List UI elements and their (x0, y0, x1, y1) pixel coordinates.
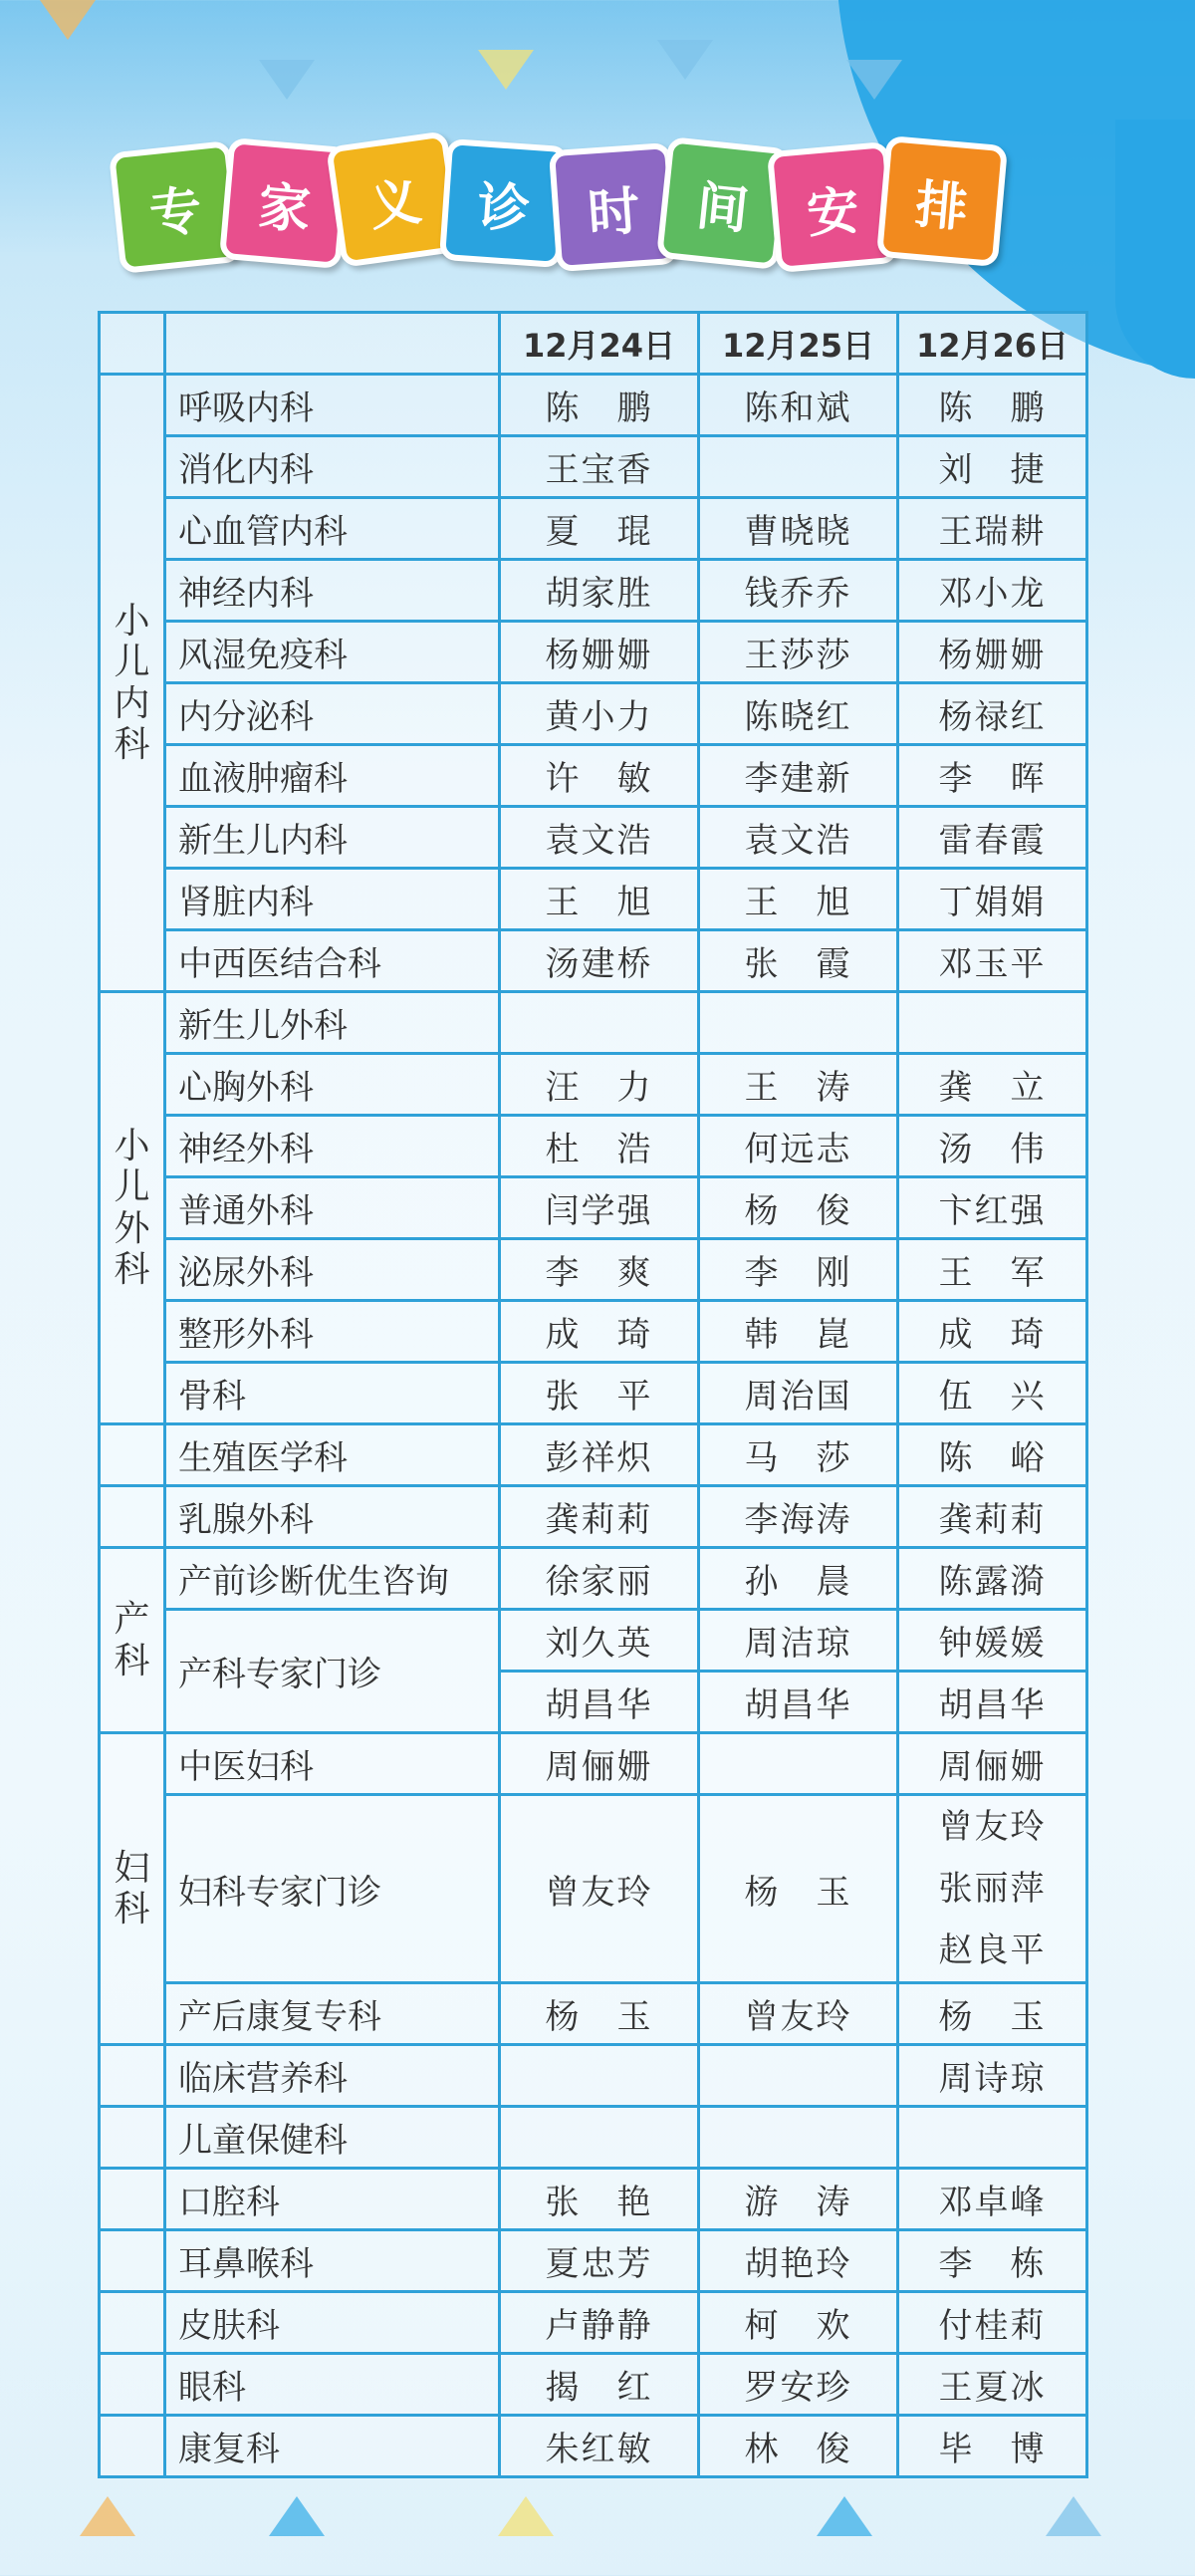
group-label-text: 小儿外科 (114, 1125, 150, 1290)
doctor-dec-26: 王瑞耕 (898, 498, 1087, 560)
doctor-dec-25 (699, 2107, 898, 2169)
department-name: 整形外科 (165, 1301, 500, 1363)
department-name: 妇科专家门诊 (165, 1795, 500, 1983)
doctor-dec-24: 杨 玉 (500, 1983, 699, 2045)
department-name: 耳鼻喉科 (165, 2230, 500, 2292)
doctor-dec-24: 张 艳 (500, 2169, 699, 2230)
doctor-dec-25: 何远志 (699, 1116, 898, 1177)
doctor-dec-25: 钱乔乔 (699, 560, 898, 622)
doctor-dec-24: 成 琦 (500, 1301, 699, 1363)
group-label-empty (100, 2292, 165, 2354)
schedule-table (98, 311, 1085, 2478)
doctor-name: 赵良平 (938, 1931, 1047, 1970)
table-row (100, 992, 1087, 1054)
doctor-dec-24: 彭祥炽 (500, 1424, 699, 1486)
doctor-dec-25 (699, 1733, 898, 1795)
doctor-dec-25: 柯 欢 (699, 2292, 898, 2354)
header-cell-blank (165, 313, 500, 375)
doctor-dec-25 (699, 2045, 898, 2107)
doctor-dec-25: 罗安珍 (699, 2354, 898, 2416)
table-row (100, 2107, 1087, 2169)
department-name: 生殖医学科 (165, 1424, 500, 1486)
doctor-dec-25: 王 涛 (699, 1054, 898, 1116)
department-name: 乳腺外科 (165, 1486, 500, 1548)
table-row (100, 622, 1087, 683)
doctor-dec-25 (699, 992, 898, 1054)
doctor-dec-25: 张 霞 (699, 930, 898, 992)
doctor-dec-26: 李 晖 (898, 745, 1087, 807)
table-row (100, 1239, 1087, 1301)
doctor-dec-26: 雷春霞 (898, 807, 1087, 869)
doctor-dec-25: 周洁琼 (699, 1610, 898, 1672)
department-name: 产后康复专科 (165, 1983, 500, 2045)
department-name: 产前诊断优生咨询 (165, 1548, 500, 1610)
doctor-dec-26: 成 琦 (898, 1301, 1087, 1363)
group-label-empty (100, 2354, 165, 2416)
doctor-dec-25: 曾友玲 (699, 1983, 898, 2045)
department-name: 血液肿瘤科 (165, 745, 500, 807)
doctor-dec-26: 陈露漪 (898, 1548, 1087, 1610)
department-name: 皮肤科 (165, 2292, 500, 2354)
group-label-empty (100, 1424, 165, 1486)
group-label (100, 375, 165, 992)
doctor-dec-25: 李 刚 (699, 1239, 898, 1301)
table-row (100, 2230, 1087, 2292)
doctor-dec-24: 曾友玲 (500, 1795, 699, 1983)
title-tile: 间 (656, 136, 790, 270)
doctor-dec-26: 杨 玉 (898, 1983, 1087, 2045)
header-date-1: 12月24日 (500, 313, 699, 375)
doctor-dec-24: 夏忠芳 (500, 2230, 699, 2292)
group-label-empty (100, 2107, 165, 2169)
department-name: 心胸外科 (165, 1054, 500, 1116)
doctor-dec-24: 胡家胜 (500, 560, 699, 622)
doctor-dec-26: 龚 立 (898, 1054, 1087, 1116)
doctor-dec-24: 闫学强 (500, 1177, 699, 1239)
doctor-dec-24: 王 旭 (500, 869, 699, 930)
doctor-dec-25: 马 莎 (699, 1424, 898, 1486)
department-name: 康复科 (165, 2416, 500, 2477)
doctor-dec-26: 卞红强 (898, 1177, 1087, 1239)
doctor-dec-24: 周俪姗 (500, 1733, 699, 1795)
doctor-dec-25: 李海涛 (699, 1486, 898, 1548)
group-label-text: 小儿内科 (114, 600, 150, 765)
doctor-dec-24: 朱红敏 (500, 2416, 699, 2477)
group-label (100, 992, 165, 1424)
department-name: 新生儿外科 (165, 992, 500, 1054)
doctor-dec-26-list (898, 1795, 1087, 1983)
doctor-dec-26: 毕 博 (898, 2416, 1087, 2477)
doctor-dec-24: 杜 浩 (500, 1116, 699, 1177)
group-label-text: 产科 (114, 1599, 150, 1681)
table-row (100, 930, 1087, 992)
doctor-dec-24: 汤建桥 (500, 930, 699, 992)
department-name: 中西医结合科 (165, 930, 500, 992)
department-name: 心血管内科 (165, 498, 500, 560)
doctor-dec-25: 孙 晨 (699, 1548, 898, 1610)
doctor-dec-25: 王 旭 (699, 869, 898, 930)
group-label-text: 妇科 (114, 1847, 150, 1930)
doctor-dec-26: 周诗琼 (898, 2045, 1087, 2107)
page-title (115, 125, 1011, 269)
table-row (100, 436, 1087, 498)
table-row (100, 1116, 1087, 1177)
table-row (100, 1363, 1087, 1424)
title-tile: 诊 (439, 138, 569, 268)
group-label-empty (100, 2169, 165, 2230)
doctor-dec-25: 林 俊 (699, 2416, 898, 2477)
department-name: 神经外科 (165, 1116, 500, 1177)
table-row (100, 560, 1087, 622)
table-row (100, 2416, 1087, 2477)
group-label-empty (100, 2045, 165, 2107)
department-name: 儿童保健科 (165, 2107, 500, 2169)
doctor-dec-24 (500, 2107, 699, 2169)
table-row (100, 1177, 1087, 1239)
doctor-dec-24: 王宝香 (500, 436, 699, 498)
doctor-dec-25: 韩 崑 (699, 1301, 898, 1363)
title-tile: 时 (549, 142, 678, 272)
doctor-name: 张丽萍 (938, 1869, 1047, 1909)
table-row (100, 807, 1087, 869)
doctor-dec-25: 周治国 (699, 1363, 898, 1424)
doctor-dec-26: 刘 捷 (898, 436, 1087, 498)
bunting-bottom (0, 2486, 1195, 2576)
doctor-dec-26: 邓玉平 (898, 930, 1087, 992)
table-row (100, 1733, 1087, 1795)
department-name: 口腔科 (165, 2169, 500, 2230)
doctor-dec-25: 陈晓红 (699, 683, 898, 745)
side-wave-decoration (1115, 120, 1195, 379)
department-name: 新生儿内科 (165, 807, 500, 869)
doctor-dec-26: 钟媛媛 (898, 1610, 1087, 1672)
doctor-dec-26: 王 军 (898, 1239, 1087, 1301)
doctor-dec-24: 许 敏 (500, 745, 699, 807)
table-row (100, 2354, 1087, 2416)
header-cell-blank (100, 313, 165, 375)
department-name: 神经内科 (165, 560, 500, 622)
group-label-empty (100, 2416, 165, 2477)
title-tile: 排 (876, 135, 1008, 267)
department-name: 眼科 (165, 2354, 500, 2416)
table-row (100, 869, 1087, 930)
department-name: 骨科 (165, 1363, 500, 1424)
table-row (100, 1548, 1087, 1610)
doctor-dec-26: 邓卓峰 (898, 2169, 1087, 2230)
title-tile: 安 (767, 141, 898, 273)
doctor-dec-24: 袁文浩 (500, 807, 699, 869)
department-name: 中医妇科 (165, 1733, 500, 1795)
doctor-dec-25: 胡艳玲 (699, 2230, 898, 2292)
doctor-dec-26: 伍 兴 (898, 1363, 1087, 1424)
doctor-dec-24: 龚莉莉 (500, 1486, 699, 1548)
table-row (100, 375, 1087, 436)
doctor-dec-26: 陈 峪 (898, 1424, 1087, 1486)
department-name: 呼吸内科 (165, 375, 500, 436)
department-name: 普通外科 (165, 1177, 500, 1239)
doctor-dec-26: 胡昌华 (898, 1672, 1087, 1733)
doctor-dec-24: 卢静静 (500, 2292, 699, 2354)
doctor-dec-26: 王夏冰 (898, 2354, 1087, 2416)
doctor-dec-26: 李 栋 (898, 2230, 1087, 2292)
doctor-dec-26: 龚莉莉 (898, 1486, 1087, 1548)
group-label (100, 1733, 165, 2045)
department-name: 消化内科 (165, 436, 500, 498)
header-date-3: 12月26日 (898, 313, 1087, 375)
title-tile: 义 (326, 130, 463, 268)
department-name: 肾脏内科 (165, 869, 500, 930)
header-date-2: 12月25日 (699, 313, 898, 375)
doctor-dec-26 (898, 992, 1087, 1054)
doctor-dec-24: 杨姗姗 (500, 622, 699, 683)
doctor-dec-26: 付桂莉 (898, 2292, 1087, 2354)
department-name: 内分泌科 (165, 683, 500, 745)
doctor-dec-26: 丁娟娟 (898, 869, 1087, 930)
table-row (100, 498, 1087, 560)
group-label (100, 1548, 165, 1733)
title-tile: 家 (219, 137, 351, 269)
doctor-dec-25: 袁文浩 (699, 807, 898, 869)
department-name: 产科专家门诊 (165, 1610, 500, 1733)
doctor-dec-26: 陈 鹏 (898, 375, 1087, 436)
doctor-dec-24 (500, 992, 699, 1054)
table-row (100, 1983, 1087, 2045)
doctor-dec-25: 陈和斌 (699, 375, 898, 436)
department-name: 风湿免疫科 (165, 622, 500, 683)
table-header-row (100, 313, 1087, 375)
department-name: 泌尿外科 (165, 1239, 500, 1301)
doctor-dec-25: 李建新 (699, 745, 898, 807)
doctor-dec-24 (500, 2045, 699, 2107)
doctor-dec-24: 胡昌华 (500, 1672, 699, 1733)
group-label-empty (100, 1486, 165, 1548)
doctor-dec-25: 游 涛 (699, 2169, 898, 2230)
doctor-dec-24: 李 爽 (500, 1239, 699, 1301)
doctor-dec-24: 徐家丽 (500, 1548, 699, 1610)
table-row (100, 1610, 1087, 1672)
doctor-dec-25: 杨 俊 (699, 1177, 898, 1239)
group-label-empty (100, 2230, 165, 2292)
doctor-dec-26: 周俪姗 (898, 1733, 1087, 1795)
doctor-dec-25: 杨 玉 (699, 1795, 898, 1983)
table-row (100, 1795, 1087, 1983)
table-row (100, 1424, 1087, 1486)
table-row (100, 1054, 1087, 1116)
doctor-dec-25 (699, 436, 898, 498)
doctor-dec-26: 邓小龙 (898, 560, 1087, 622)
table-row (100, 2292, 1087, 2354)
doctor-dec-24: 陈 鹏 (500, 375, 699, 436)
doctor-dec-25: 王莎莎 (699, 622, 898, 683)
doctor-dec-24: 揭 红 (500, 2354, 699, 2416)
table-row (100, 2045, 1087, 2107)
doctor-dec-26: 汤 伟 (898, 1116, 1087, 1177)
doctor-dec-24: 汪 力 (500, 1054, 699, 1116)
department-name: 临床营养科 (165, 2045, 500, 2107)
table-row (100, 1486, 1087, 1548)
table-row (100, 1301, 1087, 1363)
doctor-dec-24: 黄小力 (500, 683, 699, 745)
doctor-dec-24: 夏 琨 (500, 498, 699, 560)
title-tile: 专 (109, 140, 242, 274)
doctor-dec-25: 曹晓晓 (699, 498, 898, 560)
doctor-dec-25: 胡昌华 (699, 1672, 898, 1733)
doctor-dec-26 (898, 2107, 1087, 2169)
doctor-dec-24: 张 平 (500, 1363, 699, 1424)
table-row (100, 683, 1087, 745)
doctor-dec-26: 杨禄红 (898, 683, 1087, 745)
doctor-dec-26: 杨姗姗 (898, 622, 1087, 683)
doctor-dec-24: 刘久英 (500, 1610, 699, 1672)
table-row (100, 745, 1087, 807)
table-row (100, 2169, 1087, 2230)
doctor-name: 曾友玲 (938, 1807, 1047, 1847)
